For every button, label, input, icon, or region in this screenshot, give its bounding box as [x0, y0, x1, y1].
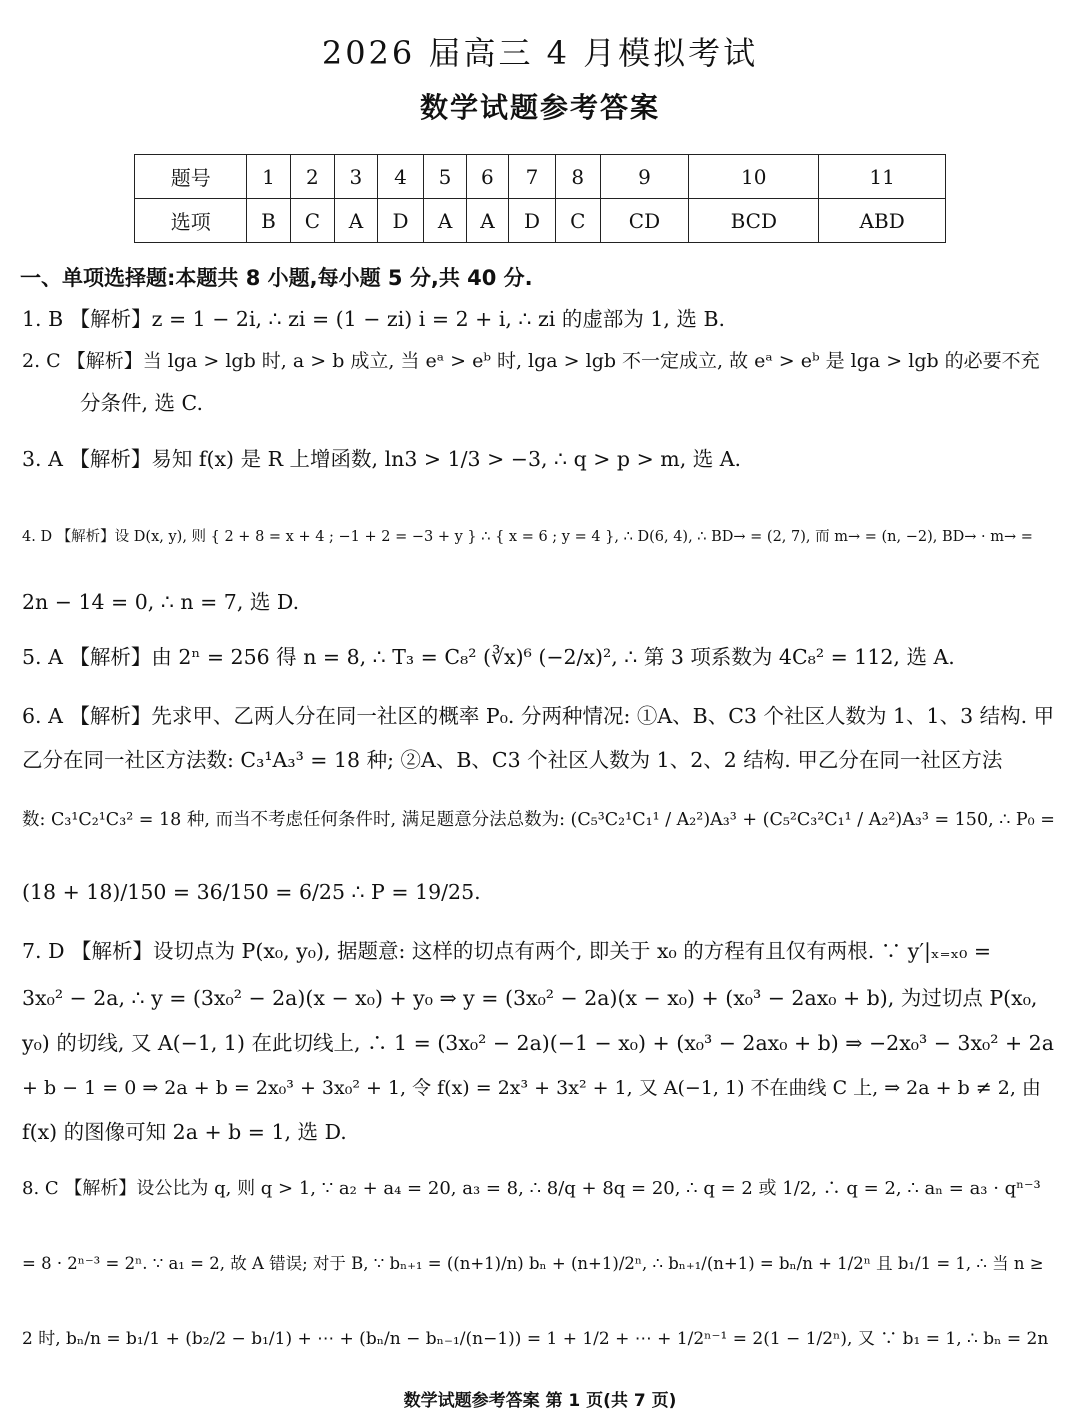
table-cell: 8 [555, 155, 600, 199]
solution-1: 1. B 【解析】z = 1 − 2i, ∴ zi = (1 − zi) i = 2 + i, ∴ zi 的虚部为 1, 选 B. [22, 307, 726, 331]
table-cell: A [466, 199, 508, 243]
answer-table-number-row [135, 155, 946, 199]
table-cell: C [290, 199, 335, 243]
solution-2: 2. C 【解析】当 lga > lgb 时, a > b 成立, 当 eᵃ > eᵇ 时, lga > lgb 不一定成立, 故 eᵃ > eᵇ 是 lga > lgb 的必要不充 [22, 350, 1040, 372]
solution-7-cont-2: y₀) 的切线, 又 A(−1, 1) 在此切线上, ∴ 1 = (3x₀² − 2a)(−1 − x₀) + (x₀³ − 2ax₀ + b) ⇒ −2x₀³ − 3x₀² + 2a [22, 1031, 1054, 1055]
table-cell: 7 [509, 155, 556, 199]
table-cell: 5 [424, 155, 466, 199]
table-cell: B [247, 199, 290, 243]
solution-7-cont-3: + b − 1 = 0 ⇒ 2a + b = 2x₀³ + 3x₀² + 1, 令 f(x) = 2x³ + 3x² + 1, 又 A(−1, 1) 不在曲线 C 上, ⇒ 2a + b ≠ 2, 由 [22, 1077, 1041, 1099]
answer-table [134, 154, 946, 243]
solution-4-cont: 2n − 14 = 0, ∴ n = 7, 选 D. [22, 590, 300, 614]
solution-8-cont-1: = 8 · 2ⁿ⁻³ = 2ⁿ. ∵ a₁ = 2, 故 A 错误; 对于 B, ∵ bₙ₊₁ = ((n+1)/n) bₙ + (n+1)/2ⁿ, ∴ bₙ₊₁/(n+1) = bₙ/n + 1/2ⁿ 且 b₁/1 = 1, ∴ 当 n ≥ [22, 1254, 1044, 1273]
table-cell: C [555, 199, 600, 243]
table-cell: 1 [247, 155, 290, 199]
solution-8-cont-2: 2 时, bₙ/n = b₁/1 + (b₂/2 − b₁/1) + ⋯ + (bₙ/n − bₙ₋₁/(n−1)) = 1 + 1/2 + ⋯ + 1/2ⁿ⁻¹ = 2(1 − 1/2ⁿ), 又 ∵ b₁ = 1, ∴ bₙ = 2n [22, 1329, 1049, 1349]
solution-3: 3. A 【解析】易知 f(x) 是 R 上增函数, ln3 > 1/3 > −3, ∴ q > p > m, 选 A. [22, 447, 742, 471]
table-cell: 4 [377, 155, 424, 199]
solution-6-cont-1: 乙分在同一社区方法数: C₃¹A₃³ = 18 种; ②A、B、C3 个社区人数为 1、2、2 结构. 甲乙分在同一社区方法 [22, 748, 1003, 772]
table-cell: BCD [689, 199, 819, 243]
row-label-number: 题号 [135, 155, 247, 199]
table-cell: 6 [466, 155, 508, 199]
table-cell: 2 [290, 155, 335, 199]
solution-7-cont-1: 3x₀² − 2a, ∴ y = (3x₀² − 2a)(x − x₀) + y₀ ⇒ y = (3x₀² − 2a)(x − x₀) + (x₀³ − 2ax₀ + b), 为过切点 P(x₀, [22, 986, 1038, 1010]
solution-7-cont-4: f(x) 的图像可知 2a + b = 1, 选 D. [22, 1120, 347, 1144]
table-cell: A [424, 199, 466, 243]
table-cell: D [509, 199, 556, 243]
table-cell: 3 [335, 155, 377, 199]
table-cell: CD [600, 199, 689, 243]
solution-7: 7. D 【解析】设切点为 P(x₀, y₀), 据题意: 这样的切点有两个, 即关于 x₀ 的方程有且仅有两根. ∵ y′|ₓ₌ₓ₀ = [22, 939, 992, 963]
solution-4: 4. D 【解析】设 D(x, y), 则 { 2 + 8 = x + 4 ; −1 + 2 = −3 + y } ∴ { x = 6 ; y = 4 }, ∴ D(6, 4), ∴ BD→ = (2, 7), 而 m→ = (n, −2), BD→ · m→ = [22, 529, 1033, 545]
table-cell: ABD [819, 199, 946, 243]
row-label-answer: 选项 [135, 199, 247, 243]
table-cell: 9 [600, 155, 689, 199]
solution-2-cont: 分条件, 选 C. [80, 391, 204, 415]
table-cell: A [335, 199, 377, 243]
solution-5: 5. A 【解析】由 2ⁿ = 256 得 n = 8, ∴ T₃ = C₈² (∛x)⁶ (−2/x)², ∴ 第 3 项系数为 4C₈² = 112, 选 A. [22, 645, 955, 669]
solution-8: 8. C 【解析】设公比为 q, 则 q > 1, ∵ a₂ + a₄ = 20, a₃ = 8, ∴ 8/q + 8q = 20, ∴ q = 2 或 1/2, ∴ q = 2, ∴ aₙ = a₃ · qⁿ⁻³ [22, 1178, 1041, 1199]
solution-6: 6. A 【解析】先求甲、乙两人分在同一社区的概率 P₀. 分两种情况: ①A、B、C3 个社区人数为 1、1、3 结构. 甲 [22, 704, 1055, 728]
section-heading: 一、单项选择题:本题共 8 小题,每小题 5 分,共 40 分. [20, 266, 533, 290]
table-cell: 10 [689, 155, 819, 199]
page-footer: 数学试题参考答案 第 1 页(共 7 页) [403, 1391, 677, 1411]
answer-table-answer-row [135, 199, 946, 243]
page-title: 2026 届高三 4 月模拟考试 [321, 34, 759, 72]
solution-6-cont-2: 数: C₃¹C₂¹C₃² = 18 种, 而当不考虑任何条件时, 满足题意分法总数为: (C₅³C₂¹C₁¹ / A₂²)A₃³ + (C₅²C₃²C₁¹ / A₂²)A₃³ = 150, ∴ P₀ = [22, 810, 1055, 830]
table-cell: D [377, 199, 424, 243]
table-cell: 11 [819, 155, 946, 199]
page-subtitle: 数学试题参考答案 [419, 91, 660, 124]
solution-6-cont-3: (18 + 18)/150 = 36/150 = 6/25 ∴ P = 19/25. [22, 880, 481, 904]
